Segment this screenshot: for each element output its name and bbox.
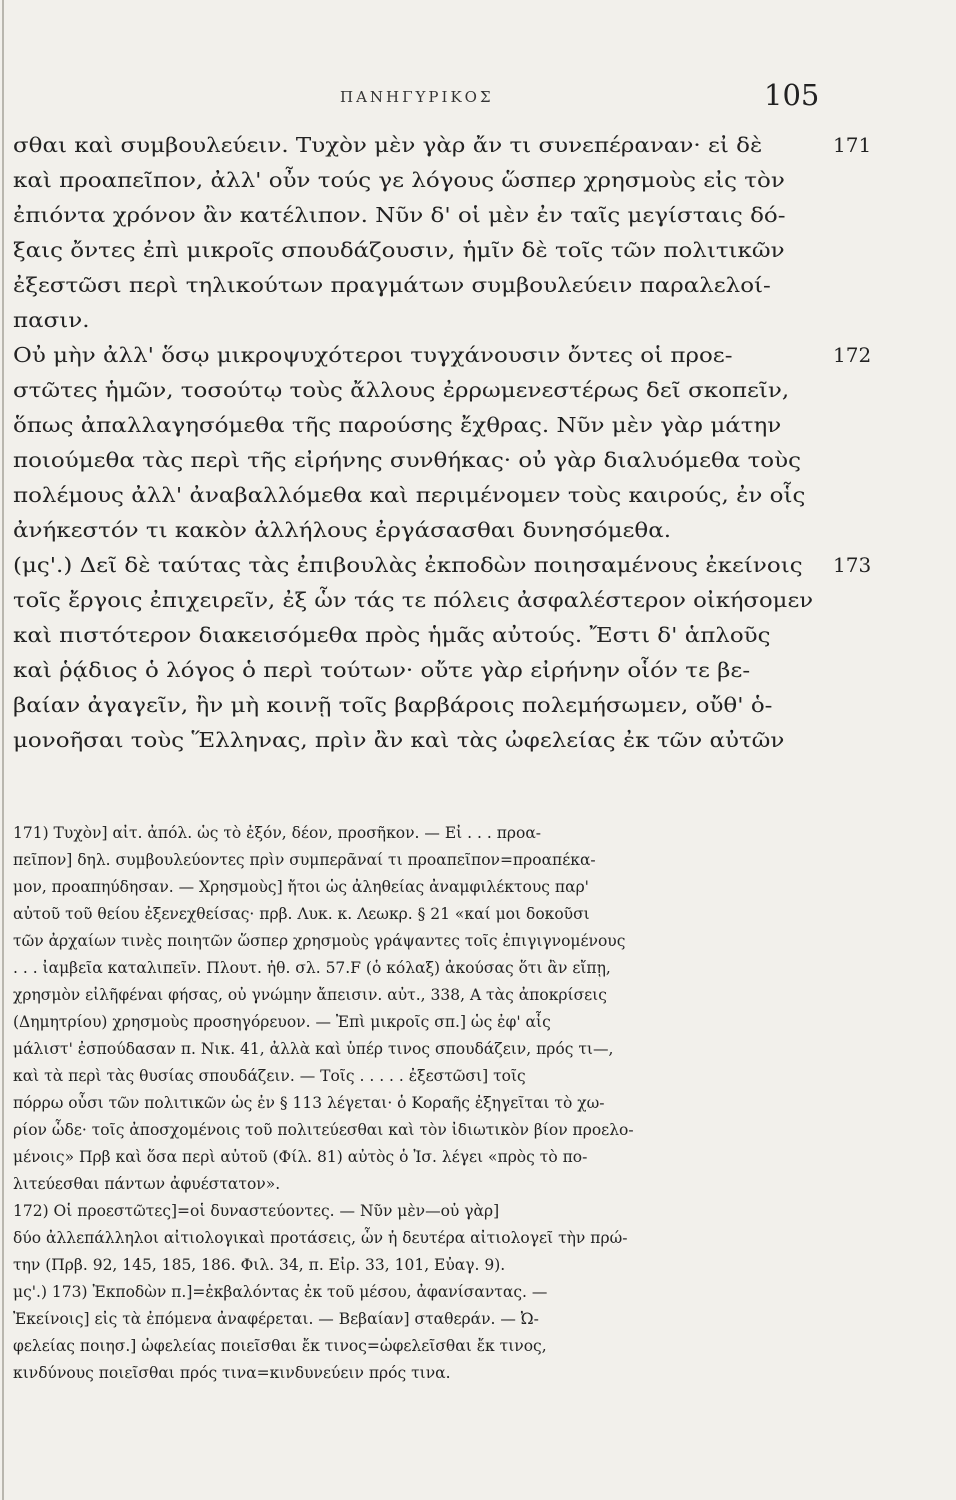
text-line [13,128,872,163]
footnote-line-content: τῶν ἀρχαίων τινὲς ποιητῶν ὥσπερ χρησμοὺς γράψαντες τοῖς ἐπιγιγνομένους [13,932,626,950]
page-header [0,78,956,112]
footnote-line [13,901,823,928]
text-line [13,478,823,513]
text-line [13,548,872,583]
footnote-line-content: αὐτοῦ τοῦ θείου ἐξενεχθείσας· πρβ. Λυκ. κ. Λεωκρ. § 21 «καί μοι δοκοῦσι [13,905,590,923]
footnote-line-content: μάλιστ' ἐσπούδασαν π. Νικ. 41, ἀλλὰ καὶ ὑπέρ τινος σπουδάζειν, πρός τι—, [13,1040,614,1058]
main-text-block [13,128,872,758]
footnote-line-content: ρίον ὧδε· τοῖς ἀποσχομένοις τοῦ πολιτεύεσθαι καὶ τὸν ἰδιωτικὸν βίον προελο- [13,1121,634,1139]
text-line [13,583,823,618]
text-line [13,688,823,723]
text-line [13,163,823,198]
footnote-line-content: κινδύνους ποιεῖσθαι πρός τινα=κινδυνεύειν πρός τινα. [13,1364,451,1382]
footnote-line-content: πεῖπον] δηλ. συμβουλεύοντες πρὶν συμπερᾶναί τι προαπεῖπον=προαπέκα- [13,851,596,869]
footnote-line [13,1198,823,1225]
footnote-line-content: (Δημητρίου) χρησμοὺς προσηγόρευον. — Ἐπὶ μικροῖς σπ.] ὡς ἐφ' αἷς [13,1013,551,1031]
footnote-line [13,874,823,901]
footnote-line-content: μον, προαπηύδησαν. — Χρησμοὺς] ἤτοι ὡς ἀληθείας ἀναμφιλέκτους παρ' [13,878,589,896]
footnote-line-content: χρησμὸν εἰλῆφέναι φήσας, οὐ γνώμην ἄπεισιν. αὐτ., 338, Α τὰς ἀποκρίσεις [13,986,607,1004]
footnotes-block [13,820,823,1387]
footnote-line-content: λιτεύεσθαι πάντων ἀφυέστατον». [13,1175,281,1193]
footnote-line-content: . . . ἰαμβεῖα καταλιπεῖν. Πλουτ. ἠθ. σλ. 57.F (ὁ κόλαξ) ἀκούσας ὅτι ἂν εἴπῃ, [13,959,611,977]
footnote-line [13,1306,823,1333]
text-line-content: πασιν. [13,308,90,332]
footnote-line [13,1333,823,1360]
footnote-line [13,1117,823,1144]
footnote-line-content: 171) Τυχὸν] αἰτ. ἀπόλ. ὡς τὸ ἐξόν, δέον, προσῆκον. — Εἰ . . . προα- [13,824,542,842]
text-line-content: καὶ ῥᾴδιος ὁ λόγος ὁ περὶ τούτων· οὔτε γὰρ εἰρήνην οἷόν τε βε- [13,658,751,682]
footnote-line-content: Ἐκείνοις] εἰς τὰ ἐπόμενα ἀναφέρεται. — Βεβαίαν] σταθεράν. — Ὠ- [13,1310,539,1328]
footnote-line [13,1252,823,1279]
text-line [13,198,823,233]
text-line-content: τοῖς ἔργοις ἐπιχειρεῖν, ἐξ ὧν τάς τε πόλεις ἀσφαλέστερον οἰκήσομεν [13,588,814,612]
text-line-content: σθαι καὶ συμβουλεύειν. Τυχὸν μὲν γὰρ ἄν τι συνεπέραναν· εἰ δὲ [13,133,763,157]
text-line-content: καὶ πιστότερον διακεισόμεθα πρὸς ἡμᾶς αὐτούς. Ἔστι δ' ἁπλοῦς [13,623,771,647]
text-line-content: βαίαν ἀγαγεῖν, ἢν μὴ κοινῇ τοῖς βαρβάροις πολεμήσωμεν, οὔθ' ὁ- [13,693,773,717]
text-line-content: μονοῆσαι τοὺς Ἕλληνας, πρὶν ἂν καὶ τὰς ὠφελείας ἐκ τῶν αὐτῶν [13,728,785,752]
footnote-line-content: 172) Οἱ προεστῶτες]=οἱ δυναστεύοντες. — Νῦν μὲν—οὐ γὰρ] [13,1202,500,1220]
footnote-line-content: μένοις» Πρβ καὶ ὅσα περὶ αὐτοῦ (Φίλ. 81) αὐτὸς ὁ Ἰσ. λέγει «πρὸς τὸ πο- [13,1148,588,1166]
footnote-line [13,820,823,847]
footnote-line [13,1063,823,1090]
text-line-content: ἀνήκεστόν τι κακὸν ἀλλήλους ἐργάσασθαι δυνησόμεθα. [13,518,672,542]
text-line [13,443,823,478]
text-line [13,513,823,548]
footnote-line-content: καὶ τὰ περὶ τὰς θυσίας σπουδάζειν. — Τοῖς . . . . . ἐξεστῶσι] τοῖς [13,1067,526,1085]
section-number: 171 [833,133,872,157]
text-line-content: (μς'.) Δεῖ δὲ ταύτας τὰς ἐπιβουλὰς ἐκποδὼν ποιησαμένους ἐκείνοις [13,553,803,577]
footnote-line [13,1090,823,1117]
footnote-line [13,1171,823,1198]
footnote-line [13,847,823,874]
text-line-content: Οὐ μὴν ἀλλ' ὅσῳ μικροψυχότεροι τυγχάνουσιν ὄντες οἱ προε- [13,343,733,367]
footnote-line-content: πόρρω οὖσι τῶν πολιτικῶν ὡς ἐν § 113 λέγεται· ὁ Κοραῆς ἐξηγεῖται τὸ χω- [13,1094,605,1112]
text-line [13,338,872,373]
footnote-line [13,1009,823,1036]
section-number: 172 [833,343,872,367]
footnote-line-content: μς'.) 173) Ἐκποδὼν π.]=ἐκβαλόντας ἐκ τοῦ μέσου, ἀφανίσαντας. — [13,1283,548,1301]
running-title: ΠΑΝΗΓΥΡΙΚΟΣ [340,88,494,106]
text-line [13,373,823,408]
page-number: 105 [764,78,820,112]
text-line-content: καὶ προαπεῖπον, ἀλλ' οὖν τούς γε λόγους ὥσπερ χρησμοὺς εἰς τὸν [13,168,785,192]
footnote-line [13,1360,823,1387]
footnote-line [13,1036,823,1063]
footnote-line [13,1225,823,1252]
page-binding-edge [2,0,4,1500]
text-line-content: ἐπιόντα χρόνον ἂν κατέλιπον. Νῦν δ' οἱ μὲν ἐν ταῖς μεγίσταις δό- [13,203,786,227]
footnote-line-content: δύο ἀλλεπάλληλοι αἰτιολογικαὶ προτάσεις, ὧν ἡ δευτέρα αἰτιολογεῖ τὴν πρώ- [13,1229,628,1247]
footnote-line [13,982,823,1009]
text-line-content: πολέμους ἀλλ' ἀναβαλλόμεθα καὶ περιμένομεν τοὺς καιρούς, ἐν οἷς [13,483,806,507]
section-number: 173 [833,553,872,577]
text-line-content: στῶτες ἡμῶν, τοσούτῳ τοὺς ἄλλους ἐρρωμενεστέρως δεῖ σκοπεῖν, [13,378,790,402]
text-line-content: ὅπως ἀπαλλαγησόμεθα τῆς παρούσης ἔχθρας. Νῦν μὲν γὰρ μάτην [13,413,782,437]
text-line-content: ποιούμεθα τὰς περὶ τῆς εἰρήνης συνθήκας· οὐ γὰρ διαλυόμεθα τοὺς [13,448,801,472]
text-line-content: ξαις ὄντες ἐπὶ μικροῖς σπουδάζουσιν, ἡμῖν δὲ τοῖς τῶν πολιτικῶν [13,238,785,262]
text-line [13,408,823,443]
text-line [13,303,823,338]
text-line-content: ἐξεστῶσι περὶ τηλικούτων πραγμάτων συμβουλεύειν παραλελοί- [13,273,771,297]
footnote-line [13,1279,823,1306]
footnote-line [13,955,823,982]
text-line [13,233,823,268]
footnote-line [13,1144,823,1171]
text-line [13,653,823,688]
text-line [13,268,823,303]
text-line [13,723,823,758]
footnote-line-content: την (Πρβ. 92, 145, 185, 186. Φιλ. 34, π. Εἰρ. 33, 101, Εὐαγ. 9). [13,1256,506,1274]
text-line [13,618,823,653]
footnote-line-content: φελείας ποιησ.] ὠφελείας ποιεῖσθαι ἔκ τινος=ὠφελεῖσθαι ἔκ τινος, [13,1337,547,1355]
footnote-line [13,928,823,955]
